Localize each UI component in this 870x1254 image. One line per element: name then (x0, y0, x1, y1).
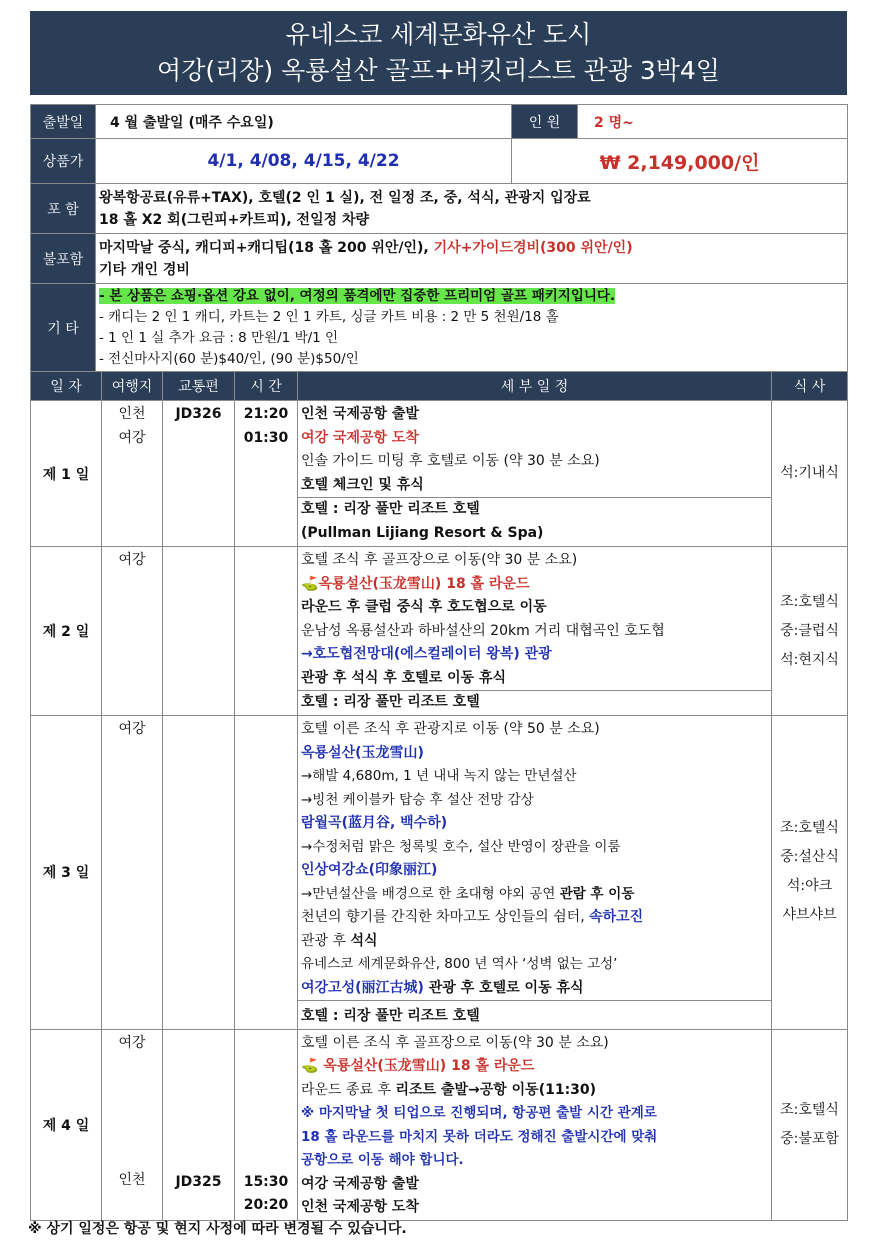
itinerary-line: →수정처럼 맑은 청록빛 호수, 설산 반영이 장관을 이룸 (301, 838, 621, 855)
people-value: 2 명~ (578, 105, 848, 139)
departure-value: 4 월 출발일 (매주 수요일) (96, 105, 512, 139)
schedule-table (30, 371, 848, 1221)
hotel-name: 호텔 : 리장 풀만 리조트 호텔 (301, 1008, 480, 1024)
flight-cell (163, 401, 235, 547)
meal-cell (772, 716, 848, 1030)
price-value: ₩ 2,149,000/인 (512, 139, 848, 184)
notice-line: 공항으로 이동 해야 합니다. (301, 1152, 464, 1168)
col-header-day: 일 자 (31, 372, 102, 401)
col-header-detail: 세 부 일 정 (298, 372, 772, 401)
detail-cell (298, 716, 772, 1030)
place-text: 여강 (118, 552, 146, 568)
price-dates: 4/1, 4/08, 4/15, 4/22 (96, 139, 512, 184)
meal-text: 조:호텔식 (780, 1101, 839, 1118)
meal-text: 중:클럽식 (780, 622, 839, 639)
exclude-text: 마지막날 중식, 캐디피+캐디팁(18 홀 200 위안/인), (99, 239, 434, 256)
detail-cell (298, 547, 772, 716)
itinerary-line: 여강 국제공항 도착 (301, 429, 419, 446)
day-label: 제 4 일 (31, 1029, 102, 1220)
exclude-guide-fee: 기사+가이드경비(300 위안/인) (433, 239, 633, 256)
place-text: 여강 (118, 429, 146, 446)
itinerary-text: 관람 후 이동 (559, 885, 635, 902)
col-header-time: 시 간 (235, 372, 298, 401)
place-text: 여강 (118, 721, 146, 737)
hotel-info (298, 1000, 771, 1029)
etc-label: 기 타 (31, 284, 96, 373)
etc-line: - 전신마사지(60 분)$40/인, (90 분)$50/인 (99, 351, 359, 367)
itinerary-line: 라운드 후 클럽 중식 후 호도협으로 이동 (301, 599, 547, 615)
hotel-info (298, 690, 771, 715)
itinerary-line: 운남성 옥룡설산과 하바설산의 20km 거리 대협곡인 호도협 (301, 622, 665, 639)
banner-title-line1: 유네스코 세계문화유산 도시 (285, 20, 592, 49)
place-text: 인천 (118, 406, 146, 422)
col-header-place: 여행지 (102, 372, 163, 401)
itinerary-text: 석식 (350, 932, 378, 949)
detail-cell (298, 1029, 772, 1220)
itinerary-text: 천년의 향기를 간직한 차마고도 상인들의 쉼터, (301, 909, 590, 925)
exclude-value (96, 234, 848, 284)
include-label: 포 함 (31, 184, 96, 234)
hotel-name-en: (Pullman Lijiang Resort & Spa) (301, 524, 544, 541)
itinerary-line: 인천 국제공항 출발 (301, 406, 419, 422)
itinerary-line: →호도협전망대(에스컬레이터 왕복) 관광 (301, 646, 552, 662)
premium-notice: - 본 상품은 쇼핑·옵션 강요 없이, 여정의 품격에만 집중한 프리미엄 골프 패키지입니다. (99, 288, 616, 304)
etc-line: - 캐디는 2 인 1 캐디, 카트는 2 인 1 카트, 싱글 카트 비용 : 2 만 5 천원/18 홀 (99, 309, 559, 325)
day-label: 제 1 일 (31, 401, 102, 547)
place-cell (102, 547, 163, 716)
itinerary-line: 호텔 체크인 및 휴식 (301, 476, 424, 493)
itinerary-line: 옥룡설산(玉龙雪山) (301, 744, 424, 761)
include-line: 18 홀 X2 회(그린피+카트피), 전일정 차량 (99, 211, 370, 228)
meal-cell (772, 1029, 848, 1220)
title-banner (30, 11, 847, 95)
golf-round-line (301, 573, 771, 597)
golf-round-line (301, 1055, 771, 1079)
meal-text: 조:호텔식 (780, 820, 839, 837)
itinerary-line: 인상여강쇼(印象丽江) (301, 862, 438, 878)
price-label: 상품가 (31, 139, 96, 184)
itinerary-line: 호텔 이른 조식 후 골프장으로 이동(약 30 분 소요) (301, 1034, 609, 1051)
flight-cell (163, 547, 235, 716)
col-header-transport: 교통편 (163, 372, 235, 401)
meal-text: 중:설산식 (780, 849, 839, 866)
etc-value (96, 284, 848, 373)
day-label: 제 2 일 (31, 547, 102, 716)
exclude-line: 기타 개인 경비 (99, 261, 190, 278)
flight-number: JD325 (175, 1173, 222, 1190)
meal-text: 중:불포함 (780, 1130, 839, 1147)
hotel-name: 호텔 : 리장 풀만 리조트 호텔 (301, 501, 480, 517)
golf-icon: ⛳ (301, 575, 319, 592)
schedule-row-day4 (31, 1029, 848, 1220)
include-value (96, 184, 848, 234)
itinerary-line: 호텔 조식 후 골프장으로 이동(약 30 분 소요) (301, 552, 578, 568)
time-text: 01:30 (243, 429, 289, 446)
day-label: 제 3 일 (31, 716, 102, 1030)
itinerary-text: 속하고진 (589, 909, 644, 925)
exclude-label: 불포함 (31, 234, 96, 284)
banner-title-line2: 여강(리장) 옥룡설산 골프+버킷리스트 관광 3박4일 (157, 56, 720, 85)
meal-text: 샤브샤브 (782, 907, 837, 924)
footer-note: ※ 상기 일정은 항공 및 현지 사정에 따라 변경될 수 있습니다. (28, 1221, 407, 1237)
time-text: 21:20 (243, 406, 289, 422)
schedule-row-day2 (31, 547, 848, 716)
hotel-info (298, 497, 771, 545)
meal-text: 석:기내식 (780, 465, 839, 481)
place-text: 인천 (118, 1171, 146, 1188)
itinerary-line: 인천 국제공항 도착 (301, 1199, 419, 1215)
place-cell (102, 716, 163, 1030)
detail-cell (298, 401, 772, 547)
golf-round-text: 옥룡설산(玉龙雪山) 18 홀 라운드 (318, 1058, 535, 1074)
time-text: 15:30 (243, 1173, 289, 1190)
people-label: 인 원 (512, 105, 578, 139)
meal-cell (772, 401, 848, 547)
hotel-name: 호텔 : 리장 풀만 리조트 호텔 (301, 694, 480, 710)
meal-text: 석:현지식 (780, 651, 839, 668)
itinerary-text: 관광 후 호텔로 이동 휴식 (423, 979, 584, 996)
place-text: 여강 (118, 1034, 146, 1051)
itinerary-line: 유네스코 세계문화유산, 800 년 역사 ‘성벽 없는 고성’ (301, 956, 618, 972)
place-cell (102, 401, 163, 547)
itinerary-line: 인솔 가이드 미팅 후 호텔로 이동 (약 30 분 소요) (301, 453, 600, 469)
itinerary-text: 리조트 출발→공항 이동(11:30) (395, 1081, 597, 1098)
schedule-row-day1 (31, 401, 848, 547)
itinerary-line: 여강 국제공항 출발 (301, 1175, 419, 1192)
departure-label: 출발일 (31, 105, 96, 139)
meal-text: 조:호텔식 (780, 593, 839, 610)
meal-cell (772, 547, 848, 716)
include-line: 왕복항공료(유류+TAX), 호텔(2 인 1 실), 전 일정 조, 중, 석식, 관광지 입장료 (99, 189, 591, 206)
time-cell (235, 547, 298, 716)
itinerary-text: →만년설산을 배경으로 한 초대형 야외 공연 (301, 885, 560, 902)
itinerary-line: 관광 후 석식 후 호텔로 이동 휴식 (301, 669, 507, 686)
itinerary-line: 람월곡(蓝月谷, 백수하) (301, 815, 448, 831)
itinerary-text: 관광 후 (301, 932, 351, 949)
place-cell (102, 1029, 163, 1220)
golf-icon: ⛳ (301, 1058, 319, 1074)
time-text: 20:20 (243, 1197, 289, 1213)
meal-text: 석:야크 (786, 878, 833, 895)
notice-line: 18 홀 라운드를 마치지 못하 더라도 정해진 출발시간에 맞춰 (301, 1128, 658, 1145)
notice-line: ※ 마지막날 첫 티업으로 진행되며, 항공편 출발 시간 관계로 (301, 1105, 657, 1121)
itinerary-text: 라운드 종료 후 (301, 1081, 396, 1098)
golf-round-text: 옥룡설산(玉龙雪山) 18 홀 라운드 (318, 575, 530, 592)
itinerary-line: 호텔 이른 조식 후 관광지로 이동 (약 50 분 소요) (301, 721, 600, 737)
itinerary-text: 여강고성(丽江古城) (301, 979, 424, 996)
info-table (30, 104, 848, 373)
col-header-meal: 식 사 (772, 372, 848, 401)
itinerary-line: →해발 4,680m, 1 년 내내 녹지 않는 만년설산 (301, 768, 577, 784)
flight-number: JD326 (175, 406, 222, 422)
time-cell (235, 1029, 298, 1220)
schedule-row-day3 (31, 716, 848, 1030)
etc-line: - 1 인 1 실 추가 요금 : 8 만원/1 박/1 인 (99, 330, 339, 346)
time-cell (235, 716, 298, 1030)
flight-cell (163, 1029, 235, 1220)
time-cell (235, 401, 298, 547)
flight-cell (163, 716, 235, 1030)
itinerary-line: →빙천 케이블카 탑승 후 설산 전망 감상 (301, 791, 534, 808)
